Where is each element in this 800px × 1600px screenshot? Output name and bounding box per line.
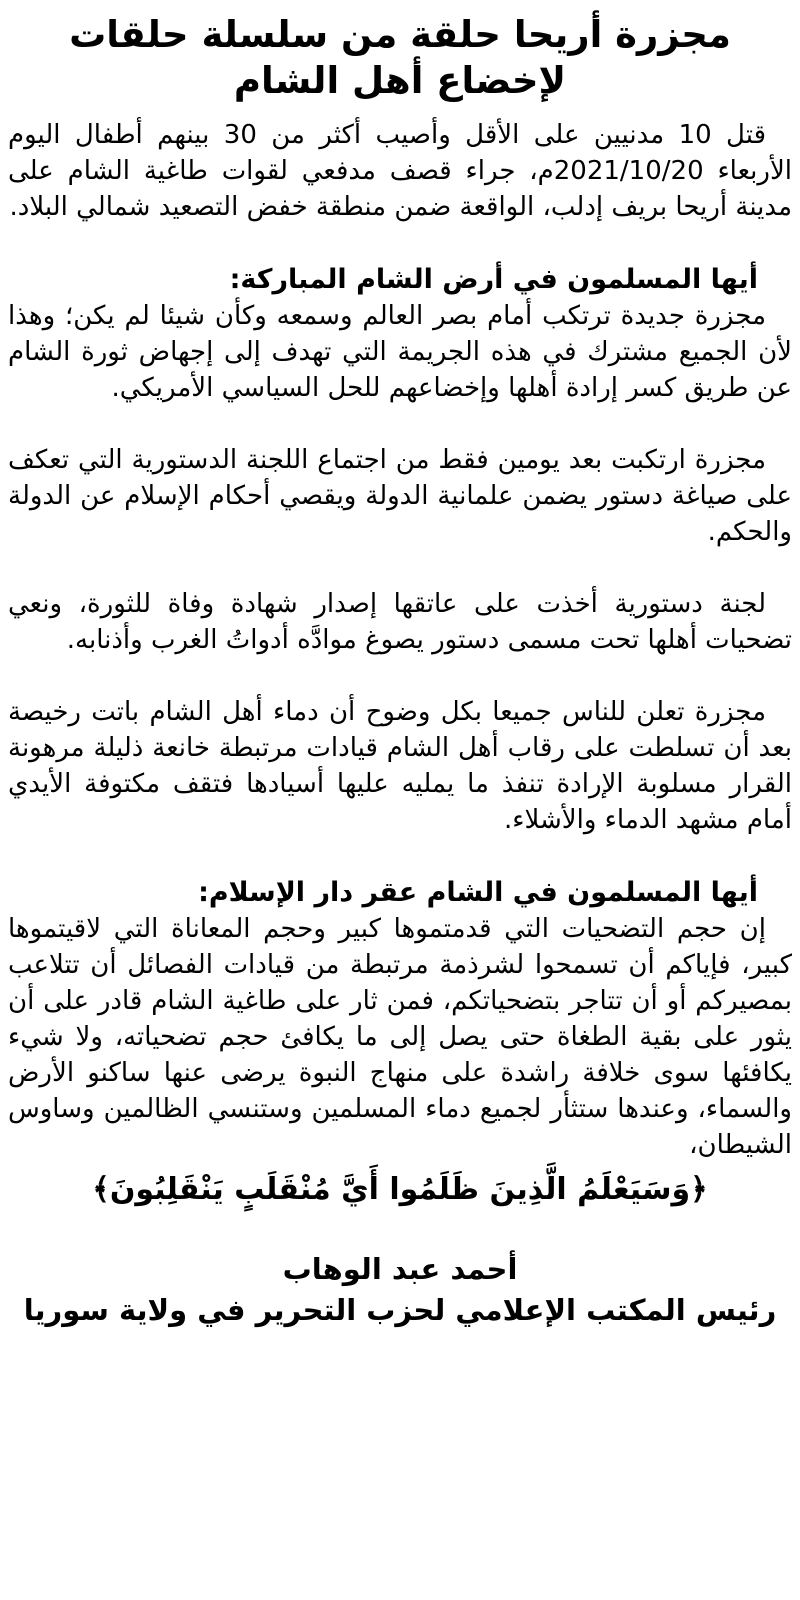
document-title-line-2: لإخضاع أهل الشام bbox=[233, 59, 567, 103]
paragraph-death-certificate: لجنة دستورية أخذت على عاتقها إصدار شهادة وفاة للثورة، ونعي تضحيات أهلها تحت مسمى دستور يصوغ موادَّه أدواتُ الغرب وأذنابه. bbox=[8, 588, 792, 655]
signature-block bbox=[8, 1249, 792, 1331]
quran-verse: ﴿وَسَيَعْلَمُ الَّذِينَ ظَلَمُوا أَيَّ مُنْقَلَبٍ يَنْقَلِبُونَ﴾ bbox=[92, 1171, 708, 1207]
intro-paragraph: قتل 10 مدنيين على الأقل وأصيب أكثر من 30 بينهم أطفال اليوم الأربعاء 2021/10/20م، جراء قصف مدفعي لقوات طاغية الشام على مدينة أريحا بريف إدلب، الواقعة ضمن منطقة خفض التصعيد شمالي البلاد. bbox=[8, 119, 792, 222]
paragraph-sacrifices: إن حجم التضحيات التي قدمتموها كبير وحجم المعاناة التي لاقيتموها كبير، فإياكم أن تسمحوا لشرذمة مرتبطة من قيادات الفصائل أن تتلاعب بمصيركم أو أن تتاجر بتضحياتكم، فمن ثار على طاغية الشام قادر على أن يثور على بقية الطغاة حتى يصل إلى ما يكافئ حجم تضحياته، ولا شيء يكافئها سوى خلافة راشدة على منهاج النبوة يرضى عنها ساكنو الأرض والسماء، وعندها ستثأر لجميع دماء المسلمين وستنسي الظالمين وساوس الشيطان، bbox=[8, 913, 792, 1160]
document-title-line-1: مجزرة أريحا حلقة من سلسلة حلقات bbox=[69, 13, 731, 56]
paragraph-constitutional-committee: مجزرة ارتكبت بعد يومين فقط من اجتماع اللجنة الدستورية التي تعكف على صياغة دستور يضمن علمانية الدولة ويقصي أحكام الإسلام عن الدولة والحكم. bbox=[8, 444, 792, 547]
signature-name: أحمد عبد الوهاب bbox=[282, 1251, 518, 1286]
signature-role: رئيس المكتب الإعلامي لحزب التحرير في ولاية سوريا bbox=[23, 1292, 777, 1327]
section-heading-abode-of-islam: أيها المسلمون في الشام عقر دار الإسلام: bbox=[198, 876, 758, 908]
paragraph-new-massacre: مجزرة جديدة ترتكب أمام بصر العالم وسمعه وكأن شيئا لم يكن؛ وهذا لأن الجميع مشترك في هذه الجريمة التي تهدف إلى إجهاض ثورة الشام عن طريق كسر إرادة أهلها وإخضاعهم للحل السياسي الأمريكي. bbox=[8, 300, 792, 403]
document-title bbox=[8, 12, 792, 105]
section-heading-blessed-land: أيها المسلمون في أرض الشام المباركة: bbox=[229, 263, 758, 295]
paragraph-cheap-blood: مجزرة تعلن للناس جميعا بكل وضوح أن دماء أهل الشام باتت رخيصة بعد أن تسلطت على رقاب أهل الشام قيادات مرتبطة خانعة ذليلة مرهونة القرار مسلوبة الإرادة تنفذ ما يمليه عليها أسيادها فتقف مكتوفة الأيدي أمام مشهد الدماء والأشلاء. bbox=[8, 696, 792, 835]
